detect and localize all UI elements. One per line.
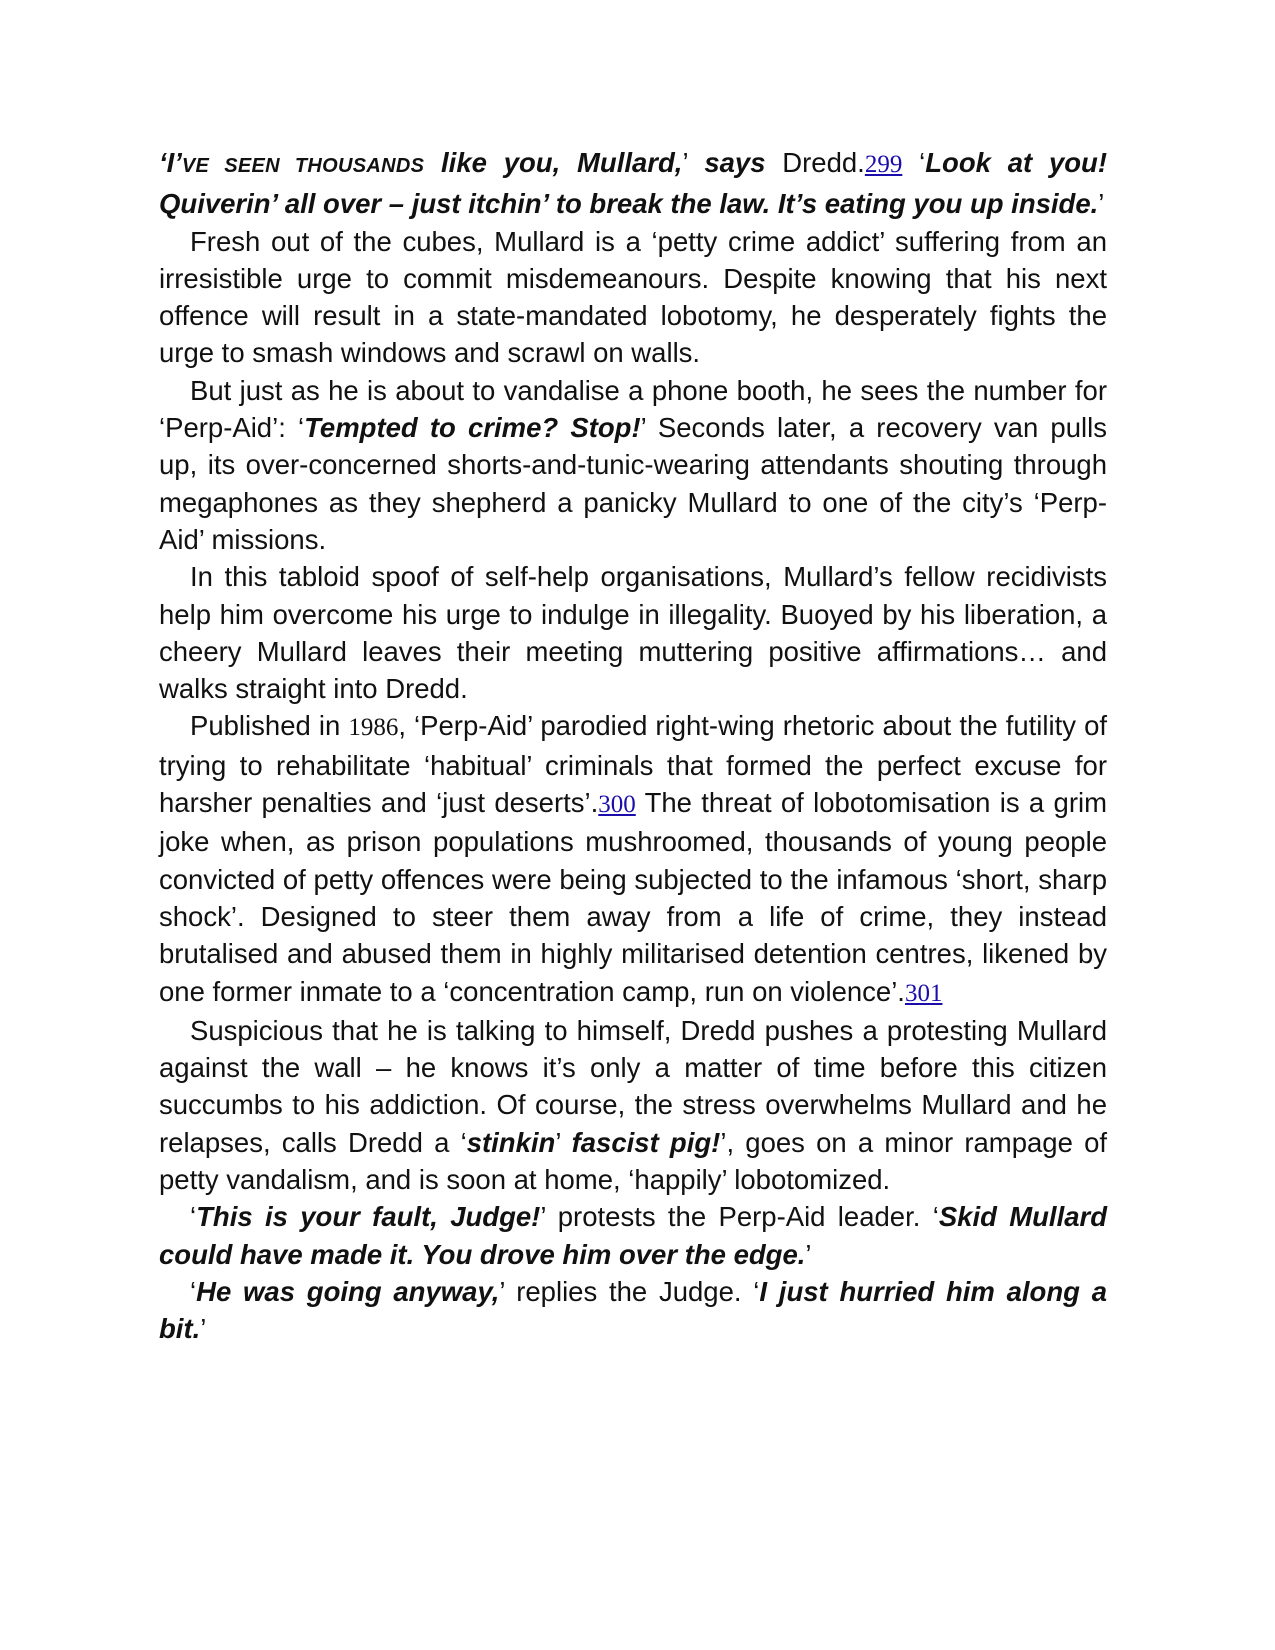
quote-hurried-him: I just hurried him along a bit.	[159, 1275, 1107, 1345]
paragraph-published-1986: Published in 1986, ‘Perp-Aid’ parodied right-wing rhetoric about the futility of trying to rehabilitate ‘habitual’ criminals that formed the perfect excuse for harsher penalties and ‘just deserts’.300 The threat of lobotomisation is a grim joke when, as prison populations mushroomed, thousands of young people convicted of petty offences were being subjected to the infamous ‘short, sharp shock’. Designed to steer them away from a life of crime, they instead brutalised and abused them in highly militarised detention centres, likened by one former inmate to a ‘concentration camp, run on violence’.301	[159, 710, 1108, 1007]
footnote-link-301[interactable]: 301	[904, 979, 943, 1007]
document-page	[159, 144, 1107, 1348]
quote-dredd-opening: ‘I’VE SEEN THOUSANDS like you, Mullard,	[159, 147, 683, 178]
paragraph-your-fault: ‘This is your fault, Judge!’ protests the Perp-Aid leader. ‘Skid Mullard could have made it. You drove him over the edge.’	[159, 1201, 1107, 1270]
paragraph-opening-quote: ‘I’VE SEEN THOUSANDS like you, Mullard,’ says Dredd.299 ‘Look at you! Quiverin’ all over – just itchin’ to break the law. It’s eating you up inside.’	[159, 147, 1107, 220]
year: 1986	[348, 714, 399, 742]
quote-look-at-you: Look at you! Quiverin’ all over – just itchin’ to break the law. It’s eating you up inside.	[159, 147, 1107, 220]
paragraph-suspicious: Suspicious that he is talking to himself, Dredd pushes a protesting Mullard against the wall – he knows it’s only a matter of time before this citizen succumbs to his addiction. Of course, the stress overwhelms Mullard and he relapses, calls Dredd a ‘stinkin’ fascist pig!’, goes on a minor rampage of petty vandalism, and is soon at home, ‘happily’ lobotomized.	[159, 1014, 1108, 1196]
paragraph-going-anyway: ‘He was going anyway,’ replies the Judge. ‘I just hurried him along a bit.’	[159, 1275, 1107, 1345]
quote-going-anyway: He was going anyway,	[196, 1275, 500, 1307]
paragraph-phone-booth: But just as he is about to vandalise a phone booth, he sees the number for ‘Perp-Aid’: ‘Tempted to crime? Stop!’ Seconds later, a recovery van pulls up, its over-concerned shorts-and-tunic-wearing attendants shouting through megaphones as they shepherd a panicky Mullard to one of the city’s ‘Perp-Aid’ missions.	[159, 374, 1107, 555]
quote-fascist-pig: fascist pig!	[571, 1126, 721, 1158]
quote-stinkin: stinkin	[466, 1126, 556, 1158]
footnote-link-300[interactable]: 300	[598, 791, 636, 819]
paragraph-fresh-out: Fresh out of the cubes, Mullard is a ‘petty crime addict’ suffering from an irresistible urge to commit misdemeanours. Despite knowing that his next offence will result in a state-mandated lobotomy, he desperately fights the urge to smash windows and scrawl on walls.	[159, 225, 1107, 369]
paragraph-tabloid-spoof: In this tabloid spoof of self-help organisations, Mullard’s fellow recidivists help him overcome his urge to indulge in illegality. Buoyed by his liberation, a cheery Mullard leaves their meeting muttering positive affirmations… and walks straight into Dredd.	[159, 561, 1107, 705]
quote-tempted-to-crime: Tempted to crime? Stop!	[304, 412, 641, 444]
footnote-link-299[interactable]: 299	[864, 151, 903, 178]
quote-skid-mullard: Skid Mullard could have made it. You drove him over the edge.	[159, 1201, 1107, 1270]
quote-your-fault: This is your fault, Judge!	[196, 1201, 541, 1233]
